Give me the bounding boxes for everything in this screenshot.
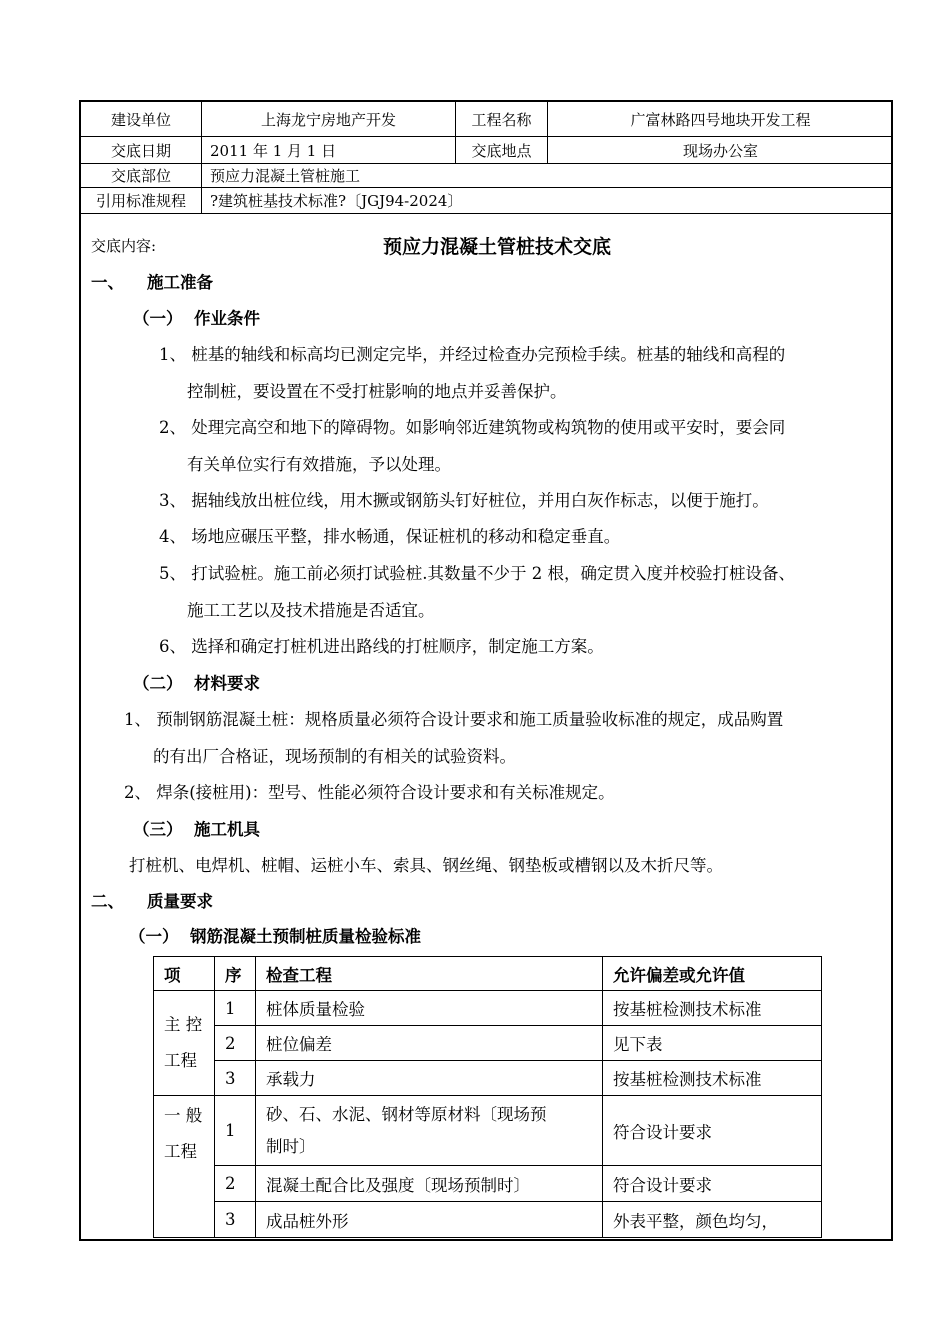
condition-item-1-cont: 控制桩，要设置在不受打桩影响的地点并妥善保护。 xyxy=(187,382,567,401)
condition-item-2-cont: 有关单位实行有效措施，予以处理。 xyxy=(187,455,451,474)
row-item-line-1: 砂、石、水泥、钢材等原材料〔现场预 xyxy=(266,1104,547,1124)
date-label: 交底日期 xyxy=(81,137,202,163)
part-value: 预应力混凝土管桩施工 xyxy=(210,167,361,185)
row-no: 1 xyxy=(215,1096,256,1166)
header-item: 项 xyxy=(154,957,215,991)
row-value: 按基桩检测技术标准 xyxy=(603,1061,822,1096)
row-item xyxy=(256,1096,603,1166)
condition-item-4: 4、 场地应碾压平整，排水畅通，保证桩机的移动和稳定垂直。 xyxy=(159,527,621,546)
header-row-4 xyxy=(81,188,891,214)
condition-item-5-cont: 施工工艺以及技术措施是否适宜。 xyxy=(187,601,435,620)
standard-label: 引用标准规程 xyxy=(81,188,202,213)
row-no: 3 xyxy=(215,1202,256,1238)
condition-item-1: 1、 桩基的轴线和标高均已测定完毕，并经过检查办完预检手续。桩基的轴线和高程的 xyxy=(159,345,786,364)
general-group-cell xyxy=(154,1096,215,1238)
table-row xyxy=(154,1096,822,1166)
standard-value: ?建筑桩基技术标准?〔JGJ94-2024〕 xyxy=(210,192,463,210)
condition-item-5: 5、 打试验桩。施工前必须打试验桩.其数量不少于 2 根，确定贯入度并校验打桩设备、 xyxy=(159,564,795,583)
row-no: 2 xyxy=(215,1026,256,1061)
header-no: 序 xyxy=(215,957,256,991)
row-value: 符合设计要求 xyxy=(603,1166,822,1202)
section-1-sub-2: （二） 材料要求 xyxy=(133,674,260,693)
quality-table xyxy=(153,956,822,1238)
table-row xyxy=(154,991,822,1026)
general-group-line-1: 一 般 xyxy=(164,1106,203,1125)
row-value: 见下表 xyxy=(603,1026,822,1061)
material-item-1-cont: 的有出厂合格证，现场预制的有相关的试验资料。 xyxy=(153,747,516,766)
main-group-line-1: 主 控 xyxy=(164,1015,203,1034)
row-value: 按基桩检测技术标准 xyxy=(603,991,822,1026)
main-group-cell xyxy=(154,991,215,1096)
row-no: 1 xyxy=(215,991,256,1026)
document-frame xyxy=(79,100,893,1241)
general-group-line-2: 工程 xyxy=(164,1142,197,1161)
header-check: 检查工程 xyxy=(256,957,603,991)
project-name-label: 工程名称 xyxy=(456,102,548,136)
part-label: 交底部位 xyxy=(81,164,202,187)
main-group-line-2: 工程 xyxy=(164,1051,197,1070)
row-item: 桩体质量检验 xyxy=(256,991,603,1026)
row-item: 混凝土配合比及强度〔现场预制时〕 xyxy=(256,1166,603,1202)
material-item-1: 1、 预制钢筋混凝土桩：规格质量必须符合设计要求和施工质量验收标准的规定，成品购置 xyxy=(124,710,784,729)
construction-unit-label: 建设单位 xyxy=(81,102,202,136)
row-item: 成品桩外形 xyxy=(256,1202,603,1238)
row-item: 承载力 xyxy=(256,1061,603,1096)
row-no: 2 xyxy=(215,1166,256,1202)
row-value: 外表平整，颜色均匀， xyxy=(603,1202,822,1238)
table-row xyxy=(154,1061,822,1096)
section-1-sub-1: （一） 作业条件 xyxy=(133,309,260,328)
header-row-3 xyxy=(81,164,891,188)
location-value: 现场办公室 xyxy=(682,141,758,160)
table-row xyxy=(154,1026,822,1061)
construction-unit-value: 上海龙宁房地产开发 xyxy=(202,102,456,136)
project-name-value: 广富林路四号地块开发工程 xyxy=(630,110,811,129)
date-value: 2011 年 1 月 1 日 xyxy=(202,137,456,163)
location-label: 交底地点 xyxy=(456,137,548,163)
doc-title: 预应力混凝土管桩技术交底 xyxy=(383,236,612,258)
header-row-1 xyxy=(81,102,891,137)
row-item: 桩位偏差 xyxy=(256,1026,603,1061)
row-value: 符合设计要求 xyxy=(603,1096,822,1166)
section-2-heading: 二、 质量要求 xyxy=(91,892,213,911)
content-label: 交底内容: xyxy=(91,237,157,255)
section-2-sub-1: （一） 钢筋混凝土预制桩质量检验标准 xyxy=(129,927,421,946)
tools-text: 打桩机、电焊机、桩帽、运桩小车、索具、钢丝绳、钢垫板或槽钢以及木折尺等。 xyxy=(129,856,723,875)
row-item-line-2: 制时〕 xyxy=(266,1136,316,1156)
table-row xyxy=(154,1166,822,1202)
header-row-2 xyxy=(81,137,891,164)
condition-item-3: 3、 据轴线放出桩位线，用木撅或钢筋头钉好桩位，并用白灰作标志，以便于施打。 xyxy=(159,491,769,510)
section-1-sub-3: （三） 施工机具 xyxy=(133,820,260,839)
material-item-2: 2、 焊条(接桩用)：型号、性能必须符合设计要求和有关标准规定。 xyxy=(124,783,615,802)
condition-item-2: 2、 处理完高空和地下的障碍物。如影响邻近建筑物或构筑物的使用或平安时，要会同 xyxy=(159,418,786,437)
table-row xyxy=(154,1202,822,1238)
section-1-heading: 一、 施工准备 xyxy=(91,273,213,292)
condition-item-6: 6、 选择和确定打桩机进出路线的打桩顺序，制定施工方案。 xyxy=(159,637,604,656)
row-no: 3 xyxy=(215,1061,256,1096)
header-tolerance: 允许偏差或允许值 xyxy=(603,957,822,991)
table-header-row xyxy=(154,957,822,991)
